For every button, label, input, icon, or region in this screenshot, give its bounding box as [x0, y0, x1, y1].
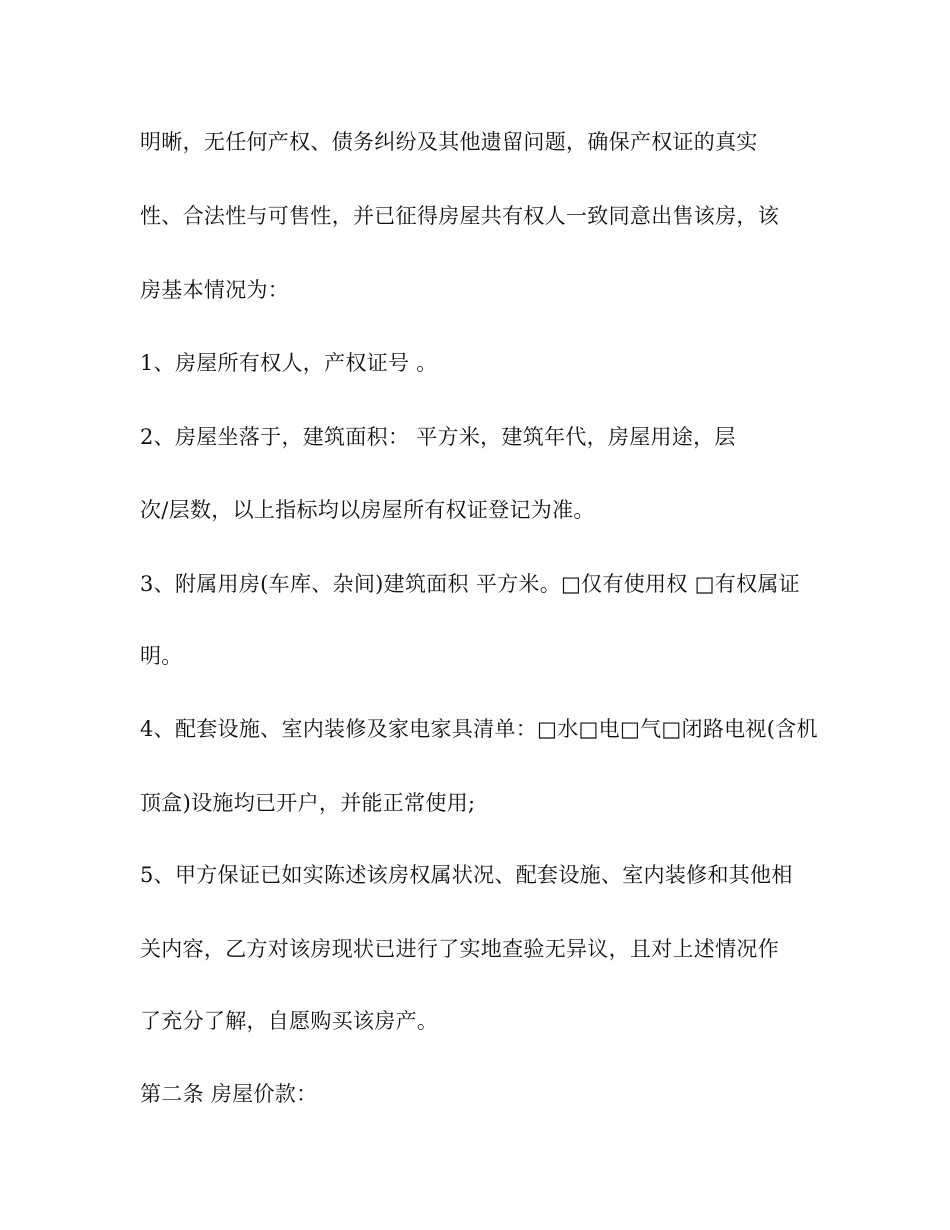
paragraph-line: 次/层数，以上指标均以房屋所有权证登记为准。 — [140, 498, 595, 522]
paragraph-line: 房基本情况为： — [140, 278, 290, 302]
paragraph-line: 了充分了解，自愿购买该房产。 — [140, 1009, 439, 1033]
clause-item-5: 5、甲方保证已如实陈述该房权属状况、配套设施、室内装修和其他相 — [140, 863, 793, 887]
paragraph-line: 关内容，乙方对该房现状已进行了实地查验无异议，且对上述情况作 — [140, 937, 779, 961]
paragraph-line: 明。 — [140, 644, 183, 668]
paragraph-line: 明晰，无任何产权、债务纠纷及其他遗留问题，确保产权证的真实 — [140, 130, 758, 154]
section-heading: 第二条 房屋价款： — [140, 1082, 318, 1106]
paragraph-line: 顶盒)设施均已开户，并能正常使用; — [140, 791, 476, 815]
paragraph-line: 性、合法性与可售性，并已征得房屋共有权人一致同意出售该房，该 — [140, 204, 779, 228]
clause-item-4: 4、配套设施、室内装修及家电家具清单：□水□电□气□闭路电视(含机 — [140, 717, 818, 741]
clause-item-3: 3、附属用房(车库、杂间)建筑面积 平方米。□仅有使用权 □有权属证 — [140, 572, 800, 596]
clause-item-1: 1、房屋所有权人，产权证号 。 — [140, 351, 438, 375]
clause-item-2: 2、房屋坐落于，建筑面积： 平方米，建筑年代，房屋用途，层 — [140, 425, 736, 449]
